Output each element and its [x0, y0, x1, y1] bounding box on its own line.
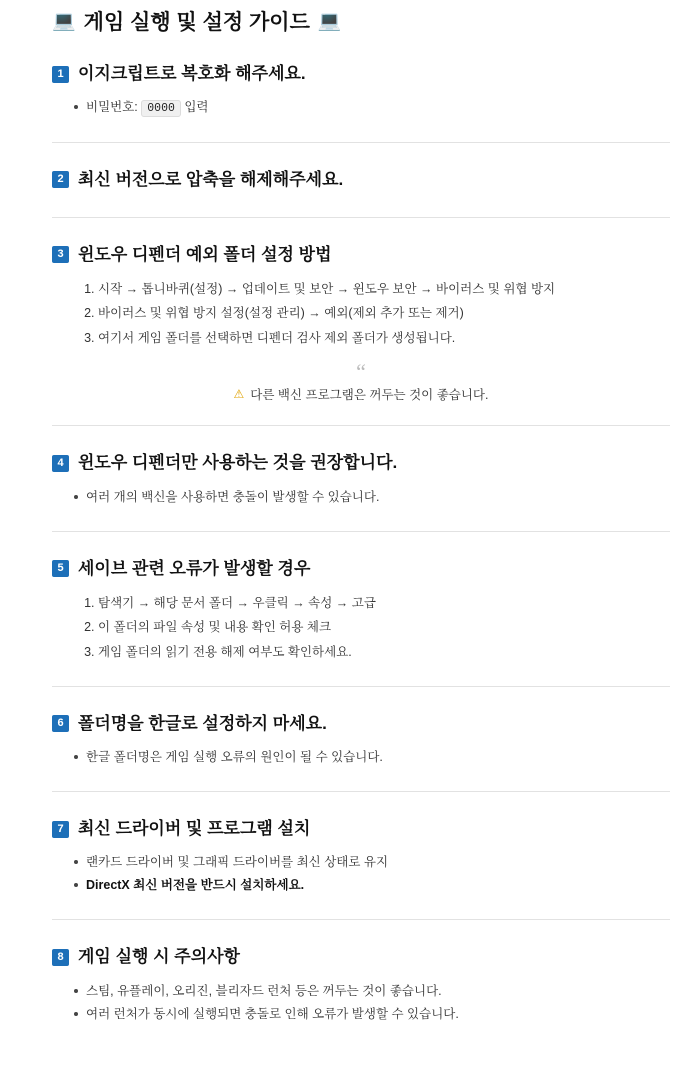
section-6-number: 6 — [52, 715, 69, 732]
section-4-heading — [52, 426, 670, 474]
list-item: 2. 바이러스 및 위협 방지 설정(설정 관리) → 예외(제외 추가 또는 제거) — [98, 301, 670, 325]
section-2 — [0, 143, 700, 191]
section-3-body — [52, 266, 670, 408]
section-1-bullet-list — [52, 96, 670, 119]
quote-mark-icon: “ — [356, 359, 366, 385]
list-item: 한글 폴더명은 게임 실행 오류의 원인이 될 수 있습니다. — [86, 746, 670, 769]
list-item: 여러 런처가 동시에 실행되면 충돌로 인해 오류가 발생할 수 있습니다. — [86, 1003, 670, 1026]
quote-content — [234, 385, 489, 403]
list-item: 3. 여기서 게임 폴더를 선택하면 디펜더 검사 제외 폴더가 생성됩니다. — [98, 326, 670, 350]
section-3 — [0, 218, 700, 408]
section-7 — [0, 792, 700, 897]
section-7-number: 7 — [52, 821, 69, 838]
section-5-title: 세이브 관련 오류가 발생할 경우 — [78, 558, 311, 578]
password-label: 비밀번호: — [86, 100, 138, 115]
page-title-text: 게임 실행 및 설정 가이드 — [83, 11, 310, 34]
section-7-bullet-list — [52, 851, 670, 897]
section-7-body — [52, 840, 670, 897]
left-margin-strip — [0, 0, 8, 1032]
section-6-body — [52, 735, 670, 769]
list-item: 랜카드 드라이버 및 그래픽 드라이버를 최신 상태로 유지 — [86, 851, 670, 874]
section-6 — [0, 687, 700, 769]
list-item: 2. 이 폴더의 파일 속성 및 내용 확인 허용 체크 — [98, 615, 670, 639]
section-1-number: 1 — [52, 66, 69, 83]
list-item: 1. 시작 → 톱니바퀴(설정) → 업데이트 및 보안 → 윈도우 보안 → 바이러스 및 위협 방지 — [98, 277, 670, 301]
section-2-number: 2 — [52, 171, 69, 188]
section-6-bullet-list — [52, 746, 670, 769]
section-3-heading — [52, 218, 670, 266]
directx-note: 최신 버전을 반드시 설치하세요. — [129, 878, 305, 893]
section-3-step-list — [52, 277, 670, 350]
list-item: 스팀, 유플레이, 오리진, 블리자드 런처 등은 꺼두는 것이 좋습니다. — [86, 980, 670, 1003]
section-1-body — [52, 85, 670, 119]
section-1 — [0, 37, 700, 119]
section-2-heading — [52, 143, 670, 191]
section-1-heading — [52, 37, 670, 85]
warning-icon: ⚠ — [233, 387, 245, 402]
section-4-title: 윈도우 디펜더만 사용하는 것을 권장합니다. — [78, 453, 398, 473]
section-6-title: 폴더명을 한글로 설정하지 마세요. — [78, 713, 327, 733]
list-item — [86, 874, 670, 897]
section-3-number: 3 — [52, 246, 69, 263]
directx-label: DirectX — [86, 878, 130, 893]
section-8-number: 8 — [52, 949, 69, 966]
page-title — [0, 0, 700, 37]
section-3-title: 윈도우 디펜더 예외 폴더 설정 방법 — [78, 244, 332, 264]
section-4-number: 4 — [52, 455, 69, 472]
password-code: 0000 — [141, 100, 181, 117]
section-4-bullet-list — [52, 486, 670, 509]
section-8-title: 게임 실행 시 주의사항 — [78, 947, 240, 967]
section-8-heading — [52, 920, 670, 968]
section-8-bullet-list — [52, 980, 670, 1026]
section-4-body — [52, 475, 670, 509]
section-2-title: 최신 버전으로 압축을 해제해주세요. — [78, 169, 344, 189]
section-8 — [0, 920, 700, 1025]
laptop-icon-right: 💻 — [317, 11, 342, 33]
section-3-blockquote — [52, 350, 670, 407]
laptop-icon-left: 💻 — [52, 11, 76, 33]
section-5-body — [52, 580, 670, 664]
list-item — [86, 96, 670, 119]
section-4 — [0, 426, 700, 508]
section-7-title: 최신 드라이버 및 프로그램 설치 — [78, 819, 311, 839]
section-5-step-list — [52, 591, 670, 664]
password-suffix: 입력 — [184, 100, 209, 115]
list-item: 여러 개의 백신을 사용하면 충돌이 발생할 수 있습니다. — [86, 486, 670, 509]
section-5-heading — [52, 532, 670, 580]
list-item: 3. 게임 폴더의 읽기 전용 해제 여부도 확인하세요. — [98, 640, 670, 664]
section-8-body — [52, 969, 670, 1026]
section-1-title: 이지크립트로 복호화 해주세요. — [78, 64, 306, 84]
section-7-heading — [52, 792, 670, 840]
section-6-heading — [52, 687, 670, 735]
list-item: 1. 탐색기 → 해당 문서 폴더 → 우클릭 → 속성 → 고급 — [98, 591, 670, 615]
quote-text: 다른 백신 프로그램은 꺼두는 것이 좋습니다. — [250, 388, 489, 403]
section-5-number: 5 — [52, 560, 69, 577]
section-5 — [0, 532, 700, 664]
